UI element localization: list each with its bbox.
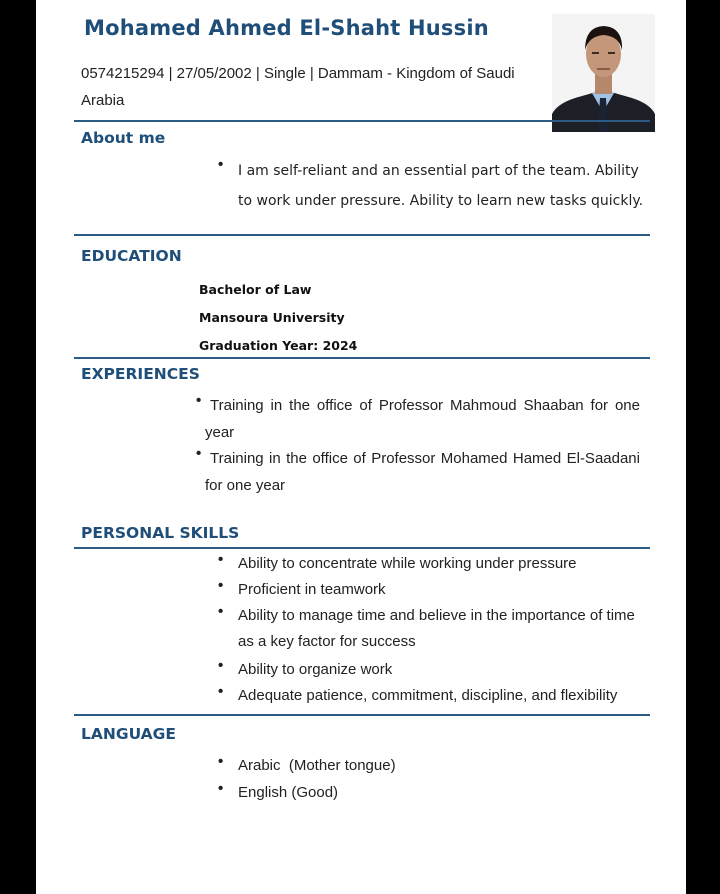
bullet-icon: • (218, 551, 224, 568)
bullet-icon: • (218, 683, 224, 700)
language-text: Arabic (Mother tongue) (238, 757, 396, 774)
bullet-icon: • (218, 603, 224, 620)
contact-line: 0574215294 | 27/05/2002 | Single | Dammam - Kingdom of Saudi Arabia (81, 65, 515, 109)
experience-item (196, 445, 640, 499)
language-item (218, 753, 648, 779)
education-heading: EDUCATION (81, 247, 182, 265)
education-degree: Bachelor of Law (199, 282, 312, 297)
bullet-icon: • (218, 780, 224, 797)
experience-item (196, 392, 640, 446)
bullet-icon: • (196, 392, 202, 409)
header-rule (74, 120, 650, 122)
skill-item (218, 551, 648, 577)
bullet-icon: • (218, 657, 224, 674)
education-graduation: Graduation Year: 2024 (199, 338, 358, 353)
skills-bottom-rule (74, 714, 650, 716)
experience-text: Training in the office of Professor Mohamed Hamed El-Saadani for one year (205, 450, 640, 494)
bullet-icon: • (218, 577, 224, 594)
bullet-icon: • (196, 445, 202, 462)
skill-item (218, 657, 648, 683)
skill-text: Proficient in teamwork (238, 581, 386, 598)
about-rule (74, 234, 650, 236)
skills-heading: PERSONAL SKILLS (81, 524, 240, 542)
skill-text: Ability to manage time and believe in the importance of time as a key factor for success (238, 607, 635, 650)
language-heading: LANGUAGE (81, 725, 176, 743)
resume-page (36, 0, 686, 894)
skill-item (218, 603, 648, 655)
bullet-icon: • (218, 156, 224, 173)
education-university: Mansoura University (199, 310, 345, 325)
portrait-image (552, 14, 655, 132)
skill-text: Ability to organize work (238, 661, 393, 678)
education-rule (74, 357, 650, 359)
candidate-name: Mohamed Ahmed El-Shaht Hussin (84, 16, 489, 40)
language-text: English (Good) (238, 784, 339, 801)
experiences-heading: EXPERIENCES (81, 365, 200, 383)
about-text: I am self-reliant and an essential part of the team. Ability to work under pressure. Ability to learn new tasks quickly. (238, 163, 644, 209)
skill-item (218, 577, 648, 603)
experience-text: Training in the office of Professor Mahmoud Shaaban for one year (205, 397, 640, 441)
skill-text: Ability to concentrate while working under pressure (238, 555, 577, 572)
skills-rule (74, 547, 650, 549)
skill-text: Adequate patience, commitment, discipline, and flexibility (238, 687, 618, 704)
language-item (218, 780, 648, 806)
skill-item (218, 683, 648, 709)
about-heading: About me (81, 129, 166, 147)
about-item (218, 156, 648, 216)
profile-photo (552, 14, 655, 132)
bullet-icon: • (218, 753, 224, 770)
